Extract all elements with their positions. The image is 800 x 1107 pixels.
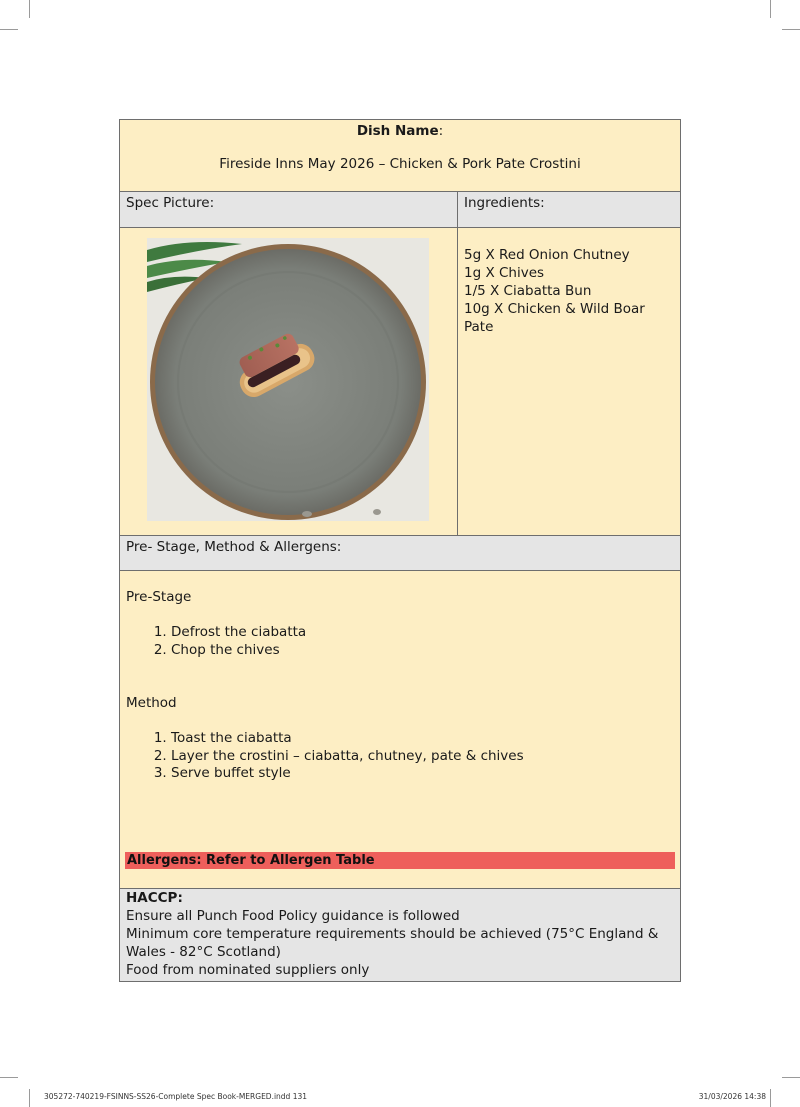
ingredient-item: 5g X Red Onion Chutney (464, 247, 630, 263)
crop-mark (0, 1077, 18, 1078)
pre-stage-step: 1. Defrost the ciabatta (171, 624, 674, 642)
dish-photo (147, 238, 429, 521)
crop-mark (782, 1077, 800, 1078)
crop-mark (0, 29, 18, 30)
footer-timestamp: 31/03/2026 14:38 (698, 1092, 766, 1101)
pre-stage-step: 2. Chop the chives (171, 642, 674, 660)
picture-ingredients-header (120, 192, 680, 228)
picture-ingredients-row (120, 228, 680, 536)
crop-mark (770, 0, 771, 18)
dish-name-label-text: Dish Name (356, 123, 439, 139)
dish-name-label (120, 120, 680, 139)
haccp-row (120, 889, 680, 981)
crop-mark (29, 0, 30, 18)
ingredients-list (458, 228, 680, 535)
pre-stage-title: Pre-Stage (126, 589, 192, 605)
spec-picture-cell (120, 228, 458, 535)
allergens-banner: Allergens: Refer to Allergen Table (125, 852, 675, 869)
crop-mark (29, 1089, 30, 1107)
crop-mark (782, 29, 800, 30)
method-step: 1. Toast the ciabatta (171, 730, 674, 748)
method-steps (171, 730, 674, 783)
method-step: 3. Serve buffet style (171, 765, 674, 783)
dish-name-row (120, 120, 680, 192)
haccp-line: Ensure all Punch Food Policy guidance is followed (126, 908, 460, 924)
pre-stage-steps (171, 624, 674, 659)
ingredient-item: 1g X Chives (464, 265, 545, 281)
method-row (120, 571, 680, 889)
dish-name-colon: : (438, 123, 444, 139)
haccp-line: Minimum core temperature requirements should be achieved (75°C England & Wales - 82°C Scotland) (126, 926, 659, 960)
ingredient-item: 10g X Chicken & Wild Boar Pate (464, 301, 645, 335)
ingredient-item: 1/5 X Ciabatta Bun (464, 283, 592, 299)
haccp-title: HACCP: (126, 890, 183, 906)
haccp-line: Food from nominated suppliers only (126, 962, 370, 978)
ingredients-header: Ingredients: (464, 195, 545, 211)
pre-stage-header: Pre- Stage, Method & Allergens: (120, 536, 680, 571)
method-title: Method (126, 695, 177, 711)
crop-mark (770, 1089, 771, 1107)
footer-file-info: 305272-740219-FSINNS-SS26-Complete Spec Book-MERGED.indd 131 (44, 1092, 308, 1101)
spec-picture-header: Spec Picture: (120, 192, 458, 227)
method-step: 2. Layer the crostini – ciabatta, chutney, pate & chives (171, 748, 674, 766)
dish-name: Fireside Inns May 2026 – Chicken & Pork Pate Crostini (219, 156, 581, 172)
spec-table (119, 119, 681, 982)
